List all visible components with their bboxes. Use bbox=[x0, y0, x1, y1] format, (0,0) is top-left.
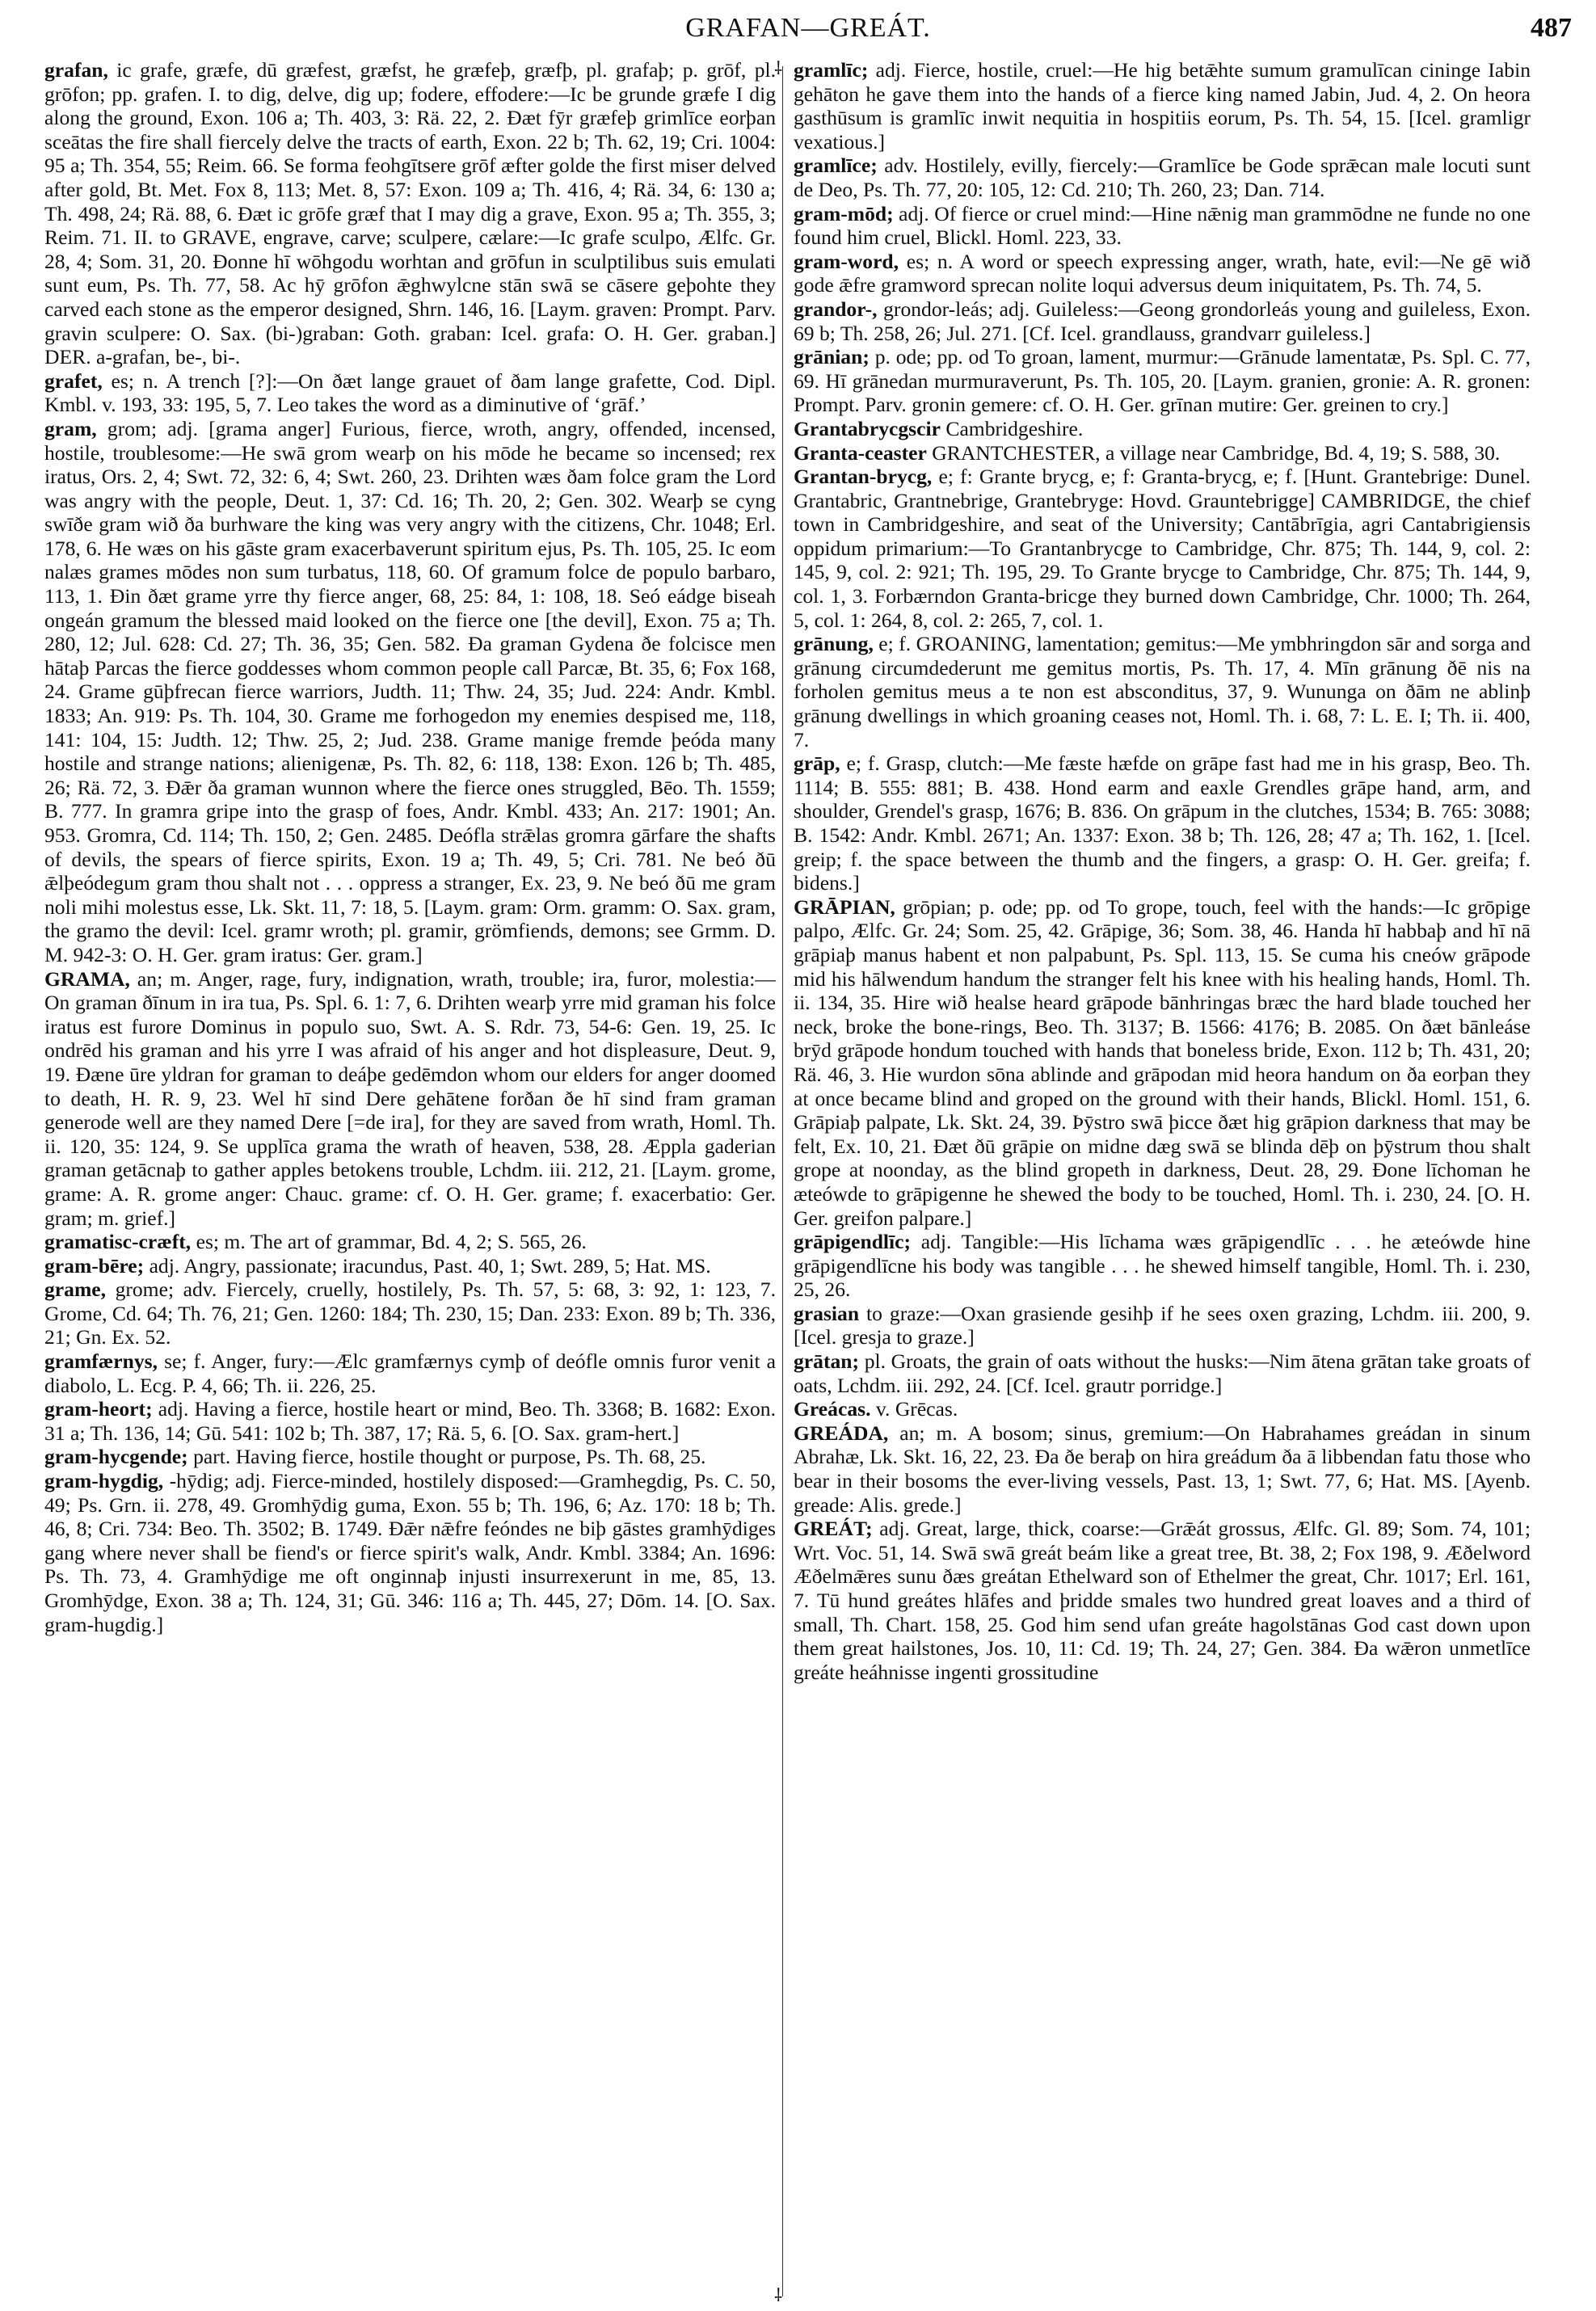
entry-definition: es; m. The art of grammar, Bd. 4, 2; S. 565, 26. bbox=[191, 1230, 587, 1254]
dictionary-entry bbox=[794, 1349, 1531, 1397]
divider-ornament-top-icon: ⸸ bbox=[774, 58, 783, 78]
dictionary-entry bbox=[794, 441, 1531, 465]
entry-definition: adj. Having a fierce, hostile heart or mind, Beo. Th. 3368; B. 1682: Exon. 31 a; Th. 136, 14; Gū. 541: 102 b; Th. 387, 17; Rä. 5, 6. [O. Sax. gram-hert.] bbox=[44, 1397, 776, 1445]
entry-definition: e; f. Grasp, clutch:—Me fæste hæfde on grāpe fast had me in his grasp, Beo. Th. 1114; B. 555: 881; B. 438. Hond earm and eaxle Grendles grāpe hand, arm, and shoulder, Grendel's grasp, 1676; B. 836. On grāpum in the clutches, 1534; B. 765: 3088; B. 1542: Andr. Kmbl. 2671; An. 1337: Exon. 38 b; Th. 126, 28; 47 a; Th. 162, 1. [Icel. greip; f. the space between the thumb and the fingers, a grasp: O. H. Ger. greifa; f. bidens.] bbox=[794, 751, 1531, 895]
headword: gram-bēre; bbox=[44, 1253, 145, 1278]
headword: gramlīc; bbox=[794, 58, 869, 82]
dictionary-entry bbox=[44, 967, 776, 1231]
dictionary-entry bbox=[44, 1254, 776, 1278]
entry-definition: to graze:—Oxan grasiende gesihþ if he sees oxen grazing, Lchdm. iii. 200, 9. [Icel. gresja to graze.] bbox=[794, 1301, 1531, 1349]
dictionary-entry bbox=[44, 1445, 776, 1469]
headword: gramlīce; bbox=[794, 154, 878, 178]
headword: grāp, bbox=[794, 751, 840, 776]
headword: Grantabrycgscir bbox=[794, 416, 941, 440]
entry-definition: adj. Tangible:—His līchama wæs grāpigendlīc . . . he æteówde hine grāpigendlīcne his body was tangible . . . he shewed himself tangible, Homl. Th. i. 230, 25, 26. bbox=[794, 1230, 1531, 1302]
dictionary-entry bbox=[794, 895, 1531, 1230]
dictionary-entry bbox=[44, 1469, 776, 1636]
dictionary-entry bbox=[794, 632, 1531, 751]
page-header bbox=[44, 8, 1572, 48]
entry-definition: Cambridgeshire. bbox=[940, 416, 1084, 440]
headword: gram-heort; bbox=[44, 1397, 153, 1421]
entry-definition: an; m. A bosom; sinus, gremium:—On Habrahames greádan in sinum Abrahæ, Lk. Skt. 16, 22, 23. Ða ðe beraþ on hira greádum ða ā libbendan fatu those who bear in their bosoms the ever-living vessels, Past. 13, 1; Swt. 77, 6; Hat. MS. [Ayenb. greade: Alis. grede.] bbox=[794, 1421, 1531, 1517]
entry-definition: GRANTCHESTER, a village near Cambridge, Bd. 4, 19; S. 588, 30. bbox=[926, 440, 1501, 465]
headword: gram-word, bbox=[794, 249, 899, 273]
headword: Grantan-brycg, bbox=[794, 465, 933, 489]
right-column bbox=[794, 58, 1531, 1684]
dictionary-entry bbox=[794, 417, 1531, 441]
entry-definition: grondor-leás; adj. Guileless:—Geong grondorleás young and guileless, Exon. 69 b; Th. 258, 26; Jul. 271. [Cf. Icel. grandlauss, grandvarr guileless.] bbox=[794, 297, 1531, 345]
entry-definition: v. Grēcas. bbox=[870, 1397, 958, 1421]
headword: grandor-, bbox=[794, 297, 878, 321]
running-title: GRAFAN—GREÁT. bbox=[685, 13, 931, 43]
headword: GRAMA, bbox=[44, 966, 130, 991]
entry-definition: grōpian; p. ode; pp. od To grope, touch, feel with the hands:—Ic grōpige palpo, Ælfc. Gr. 24; Som. 25, 42. Grāpige, 36; Som. 38, 46. Handa hī habbaþ and hī nā grāpiaþ manus habent et non palpabunt, Ps. Spl. 113, 15. Se cuma his cneów grāpode mid his hālwendum handum the stranger felt his knee with his healing hands, Homl. Th. ii. 134, 35. Hire wið healse heard grāpode bānhringas bræc the hard blade touched her neck, broke the bone-rings, Beo. Th. 3137; B. 1566: 4176; B. 2085. On ðæt bānleáse brȳd grāpode hondum touched with hands that boneless bride, Exon. 112 b; Th. 431, 20; Rä. 46, 3. Hie wurdon sōna ablinde and grāpodan mid heora handum on ða eorþan they at once became blind and groped on the ground with their hands, Blickl. Homl. 151, 6. Grāpiaþ palpate, Lk. Skt. 24, 39. Þȳstro swā þicce ðæt hig grāpion darkness that may be felt, Ex. 10, 21. Ðæt ðū grāpie on midne dæg swā se blinda dēþ on þȳstrum thou shalt grope at noonday, as the blind gropeth in darkness, Deut. 28, 29. Ðone līchoman he æteówde to grāpigenne he shewed the body to be touched, Homl. Th. i. 230, 24. [O. H. Ger. greifon palpare.] bbox=[794, 895, 1531, 1230]
dictionary-entry bbox=[794, 297, 1531, 345]
dictionary-entry bbox=[794, 154, 1531, 201]
dictionary-entry bbox=[794, 1421, 1531, 1517]
dictionary-entry bbox=[44, 58, 776, 369]
entry-definition: adj. Great, large, thick, coarse:—Grǣát grossus, Ælfc. Gl. 89; Som. 74, 101; Wrt. Voc. 51, 14. Swā swā greát beám like a great tree, Bt. 38, 2; Fox 198, 9. Æðelword Æðelmǣres sunu ðæs greátan Ethelward son of Ethelmer the great, Chr. 1017; Erl. 161, 7. Tū hund greátes hlāfes and þridde smales two hundred great loaves and a third of small, Th. Chart. 158, 25. God him send ufan greáte hagolstānas God cast down upon them great hailstones, Jos. 10, 11: Cd. 19; Th. 24, 27; Gen. 384. Ða wǣron unmetlīce greáte heáhnisse ingenti grossitudine bbox=[794, 1517, 1531, 1684]
headword: GREÁDA, bbox=[794, 1421, 889, 1445]
headword: grātan; bbox=[794, 1349, 860, 1374]
entry-definition: es; n. A trench [?]:—On ðæt lange grauet of ðam lange grafette, Cod. Dipl. Kmbl. v. 193, 33: 195, 5, 7. Leo takes the word as a diminutive of ‘grāf.’ bbox=[44, 368, 776, 417]
entry-definition: ic grafe, græfe, dū græfest, græfst, he græfeþ, græfþ, pl. grafaþ; p. grōf, pl. grōfon; pp. grafen. I. to dig, delve, dig up; fodere, effodere:—Ic be grunde græfe I dig along the ground, Exon. 106 a; Th. 403, 3: Rä. 22, 2. Ðæt fȳr græfeþ grimlīce eorþan sceātas the fire shall fiercely delve the tracts of earth, Exon. 22 b; Th. 62, 19; Cri. 1004: 95 a; Th. 354, 55; Reim. 66. Se forma feohgītsere grōf æfter golde the first miser delved after gold, Bt. Met. Fox 8, 113; Met. 8, 57: Exon. 109 a; Th. 416, 4; Rä. 34, 6: 130 a; Th. 498, 24; Rä. 88, 6. Ðæt ic grōfe græf that I may dig a grave, Exon. 95 a; Th. 355, 3; Reim. 71. II. to GRAVE, engrave, carve; sculpere, cælare:—Ic grafe sculpo, Ælfc. Gr. 28, 4; Som. 31, 20. Ðonne hī wōhgodu worhtan and grōfun in sculptilibus suis emulati sunt eum, Ps. Th. 77, 58. Ac hȳ grōfon ǣghwylcne stān swā se cāsere geþohte they carved each stone as the emperor designed, Shrn. 146, 16. [Laym. graven: Prompt. Parv. gravin sculpere: O. Sax. (bi-)graban: Goth. graban: Icel. grafa: O. H. Ger. graban.] DER. a-grafan, be-, bi-. bbox=[44, 58, 776, 369]
dictionary-entry bbox=[794, 202, 1531, 250]
dictionary-entry bbox=[794, 1517, 1531, 1684]
entry-definition: pl. Groats, the grain of oats without the husks:—Nim ātena grātan take groats of oats, Lchdm. iii. 292, 24. [Cf. Icel. grautr porridge.] bbox=[794, 1349, 1531, 1397]
headword: GREÁT; bbox=[794, 1517, 873, 1541]
entry-definition: e; f. GROANING, lamentation; gemitus:—Me ymbhringdon sār and sorga and grānung circumdederunt me gemitus mortis, Ps. Th. 17, 4. Mīn grānung ðē nis na forholen gemitus meus a te non est absconditus, 37, 9. Wununga on ðām ne ablinþ grānung dwellings in which groaning ceases not, Homl. Th. i. 68, 7: L. E. I; Th. ii. 400, 7. bbox=[794, 632, 1531, 751]
left-column bbox=[44, 58, 776, 1636]
dictionary-entry bbox=[794, 1397, 1531, 1421]
headword: grānung, bbox=[794, 632, 874, 656]
headword: gram-hycgende; bbox=[44, 1445, 188, 1469]
dictionary-entry bbox=[794, 1230, 1531, 1302]
headword: gram-mōd; bbox=[794, 201, 894, 225]
dictionary-entry bbox=[794, 58, 1531, 154]
dictionary-entry bbox=[794, 465, 1531, 632]
headword: Granta-ceaster bbox=[794, 440, 927, 465]
dictionary-entry bbox=[794, 345, 1531, 417]
dictionary-entry bbox=[44, 417, 776, 967]
entry-definition: adj. Angry, passionate; iracundus, Past. 40, 1; Swt. 289, 5; Hat. MS. bbox=[144, 1253, 711, 1278]
headword: gramatisc-cræft, bbox=[44, 1230, 192, 1254]
entry-definition: grome; adv. Fiercely, cruelly, hostilely, Ps. Th. 57, 5: 68, 3: 92, 1: 123, 7. Grome, Cd. 64; Th. 76, 21; Gen. 1260: 184; Th. 230, 15; Dan. 233: Exon. 89 b; Th. 336, 21; Gn. Ex. 52. bbox=[44, 1278, 776, 1349]
entry-definition: adj. Of fierce or cruel mind:—Hine nǣnig man grammōdne ne funde no one found him cruel, Blickl. Homl. 223, 33. bbox=[794, 201, 1531, 250]
dictionary-entry bbox=[794, 250, 1531, 297]
dictionary-entry bbox=[44, 1230, 776, 1254]
entry-definition: es; n. A word or speech expressing anger, wrath, hate, evil:—Ne gē wið gode ǣfre gramword sprecan nolite loqui adversus deum iniquitatem, Ps. Th. 74, 5. bbox=[794, 249, 1531, 297]
entry-definition: -hȳdig; adj. Fierce-minded, hostilely disposed:—Gramhegdig, Ps. C. 50, 49; Ps. Grn. ii. 278, 49. Gromhȳdig guma, Exon. 55 b; Th. 196, 6; Az. 170: 18 b; Th. 46, 8; Cri. 734: Beo. Th. 3502; B. 1749. Ðǣr nǣfre feóndes ne biþ gāstes gramhȳdiges gang where never shall be fiend's or fierce spirit's walk, Andr. Kmbl. 3384; An. 1696: Ps. Th. 73, 4. Gramhȳdige me oft onginnaþ injusti insurrexerunt in me, 85, 13. Gromhȳdge, Exon. 38 a; Th. 124, 31; Gū. 346: 116 a; Th. 445, 27; Dōm. 14. [O. Sax. gram-hugdig.] bbox=[44, 1469, 776, 1636]
entry-definition: an; m. Anger, rage, fury, indignation, wrath, trouble; ira, furor, molestia:—On graman ðīnum in ira tua, Ps. Spl. 6. 1: 7, 6. Drihten wearþ yrre mid graman his folce iratus est furore Dominus in populo suo, Swt. A. S. Rdr. 73, 54-6: Gen. 19, 25. Ic ondrēd his graman and his yrre I was afraid of his anger and hot displeasure, Deut. 9, 19. Ðæne ūre yldran for graman to deáþe gedēmdon whom our elders for anger doomed to death, H. R. 9, 23. Wel hī sind Dere gehātene forðan ðe hī sind fram graman generode well are they named Dere [=de ira], for they are saved from wrath, Homl. Th. ii. 120, 35: 124, 9. Se upplīca grama the wrath of heaven, 538, 28. Æppla gaderian graman getācnaþ to gather apples betokens trouble, Lchdm. iii. 212, 21. [Laym. grome, grame: A. R. grome anger: Chauc. grame: cf. O. H. Ger. grame; f. exacerbatio: Ger. gram; m. grief.] bbox=[44, 966, 776, 1230]
headword: Greácas. bbox=[794, 1397, 871, 1421]
entry-definition: se; f. Anger, fury:—Ælc gramfærnys cymþ of deófle omnis furor venit a diabolo, L. Ecg. P. 4, 66; Th. ii. 226, 25. bbox=[44, 1349, 776, 1397]
headword: grānian; bbox=[794, 345, 870, 369]
divider-ornament-bottom-icon: ⸸ bbox=[774, 2285, 783, 2305]
entry-definition: adj. Fierce, hostile, cruel:—He hig betǣhte sumum gramulīcan cininge Iabin gehāton he gave them into the hands of a fierce king named Jabin, Jud. 4, 2. On heora gasthūsum is gramlīc inwit nequitia in hospitiis eorum, Ps. Th. 54, 15. [Icel. gramligr vexatious.] bbox=[794, 58, 1531, 154]
entry-definition: adv. Hostilely, evilly, fiercely:—Gramlīce be Gode sprǣcan male locuti sunt de Deo, Ps. Th. 77, 20: 105, 12: Cd. 210; Th. 260, 23; Dan. 714. bbox=[794, 154, 1531, 201]
dictionary-entry bbox=[44, 1349, 776, 1397]
headword: grafet, bbox=[44, 368, 103, 393]
entry-definition: part. Having fierce, hostile thought or purpose, Ps. Th. 68, 25. bbox=[187, 1445, 706, 1469]
dictionary-entry bbox=[44, 369, 776, 417]
column-divider bbox=[782, 66, 783, 2296]
headword: grasian bbox=[794, 1301, 860, 1325]
headword: gram-hygdig, bbox=[44, 1469, 164, 1493]
dictionary-entry bbox=[44, 1278, 776, 1349]
headword: GRĀPIAN, bbox=[794, 895, 895, 919]
entry-definition: p. ode; pp. od To groan, lament, murmur:—Grānude lamentatæ, Ps. Spl. C. 77, 69. Hī grānedan murmuraverunt, Ps. Th. 105, 20. [Laym. granien, gronie: A. R. gronen: Prompt. Parv. gronin gemere: cf. O. H. Ger. grīnan mutire: Ger. greinen to cry.] bbox=[794, 345, 1531, 417]
dictionary-entry bbox=[44, 1397, 776, 1445]
headword: gramfærnys, bbox=[44, 1349, 158, 1374]
entry-definition: e; f: Grante brycg, e; f: Granta-brycg, e; f. [Hunt. Grantebrige: Dunel. Grantabric, Grantnebrige, Grantebryge: Hovd. Grauntebrigge] CAMBRIDGE, the chief town in Cambridgeshire, and seat of the University; Cantābrīgia, agri Cantabrigiensis oppidum primarium:—To Grantanbrycge to Cambridge, Chr. 875; Th. 144, 9, col. 2: 145, 9, col. 2: 921; Th. 195, 29. To Grante brycge to Cambridge, Chr. 875; Th. 144, 9, col. 1, 3. Forbærndon Granta-bricge they burned down Cambridge, Chr. 1000; Th. 264, 5, col. 1: 264, 8, col. 2: 265, 7, col. 1. bbox=[794, 465, 1531, 632]
dictionary-entry bbox=[794, 1302, 1531, 1349]
dictionary-entry bbox=[794, 751, 1531, 895]
headword: grame, bbox=[44, 1278, 107, 1302]
headword: gram, bbox=[44, 416, 97, 440]
headword: grāpigendlīc; bbox=[794, 1230, 912, 1254]
headword: grafan, bbox=[44, 58, 108, 82]
page-number: 487 bbox=[1531, 13, 1572, 43]
entry-definition: grom; adj. [grama anger] Furious, fierce, wroth, angry, offended, incensed, hostile, troublesome:—He swā grom wearþ on his mōde he became so incensed; rex iratus, Ors. 2, 4; Swt. 72, 32: 6, 4; Swt. 260, 23. Drihten wæs ðam folce gram the Lord was angry with the people, Deut. 1, 37: Cd. 16; Th. 20, 2; Gen. 302. Wearþ se cyng swīðe gram wið ða burhware the king was very angry with the citizens, Chr. 1048; Erl. 178, 6. He wæs on his gāste gram exacerbaverunt spiritum ejus, Ps. Th. 105, 25. Ic eom nalæs grames mōdes non sum turbatus, 118, 60. Of gramum folce de populo barbaro, 113, 1. Ðin ðæt grame yrre thy fierce anger, 68, 25: 84, 1: 108, 18. Seó eádge biseah ongeán gramum the blessed maid looked on the fierce one [the devil], Exon. 75 a; Th. 280, 12; Jul. 628: Cd. 27; Th. 36, 35; Gen. 582. Ða graman Gydena ðe folcisce men hātaþ Parcas the fierce goddesses whom common people call Parcæ, Bt. 35, 6; Fox 168, 24. Grame gūþfrecan fierce warriors, Judth. 11; Thw. 24, 35; Jud. 224: Andr. Kmbl. 1833; An. 919: Ps. Th. 104, 30. Grame me forhogedon my enemies despised me, 118, 141: 104, 15: Judth. 12; Thw. 25, 2; Jud. 238. Grame manige fremde þeóda many hostile and strange nations; alienigenæ, Ps. Th. 82, 6: 118, 138: Exon. 126 b; Th. 485, 26; Rä. 72, 3. Ðǣr ða graman wunnon where the fierce ones struggled, Bēo. Th. 1559; B. 777. In gramra gripe into the grasp of foes, Andr. Kmbl. 433; An. 217: 1901; An. 953. Gromra, Cd. 114; Th. 150, 2; Gen. 2485. Deófla strǣlas gromra gārfare the shafts of devils, the spears of fierce spirits, Exon. 19 a; Th. 49, 5; Cri. 781. Ne beó ðū ǣlþeódegum gram thou shalt not . . . oppress a stranger, Ex. 23, 9. Ne beó ðū me gram noli mihi molestus esse, Lk. Skt. 11, 7: 18, 5. [Laym. gram: Orm. gramm: O. Sax. gram, the gramo the devil: Icel. gramr wroth; pl. gramir, grömfiends, demons; see Grmm. D. M. 942-3: O. H. Ger. gram iratus: Ger. gram.] bbox=[44, 416, 776, 966]
